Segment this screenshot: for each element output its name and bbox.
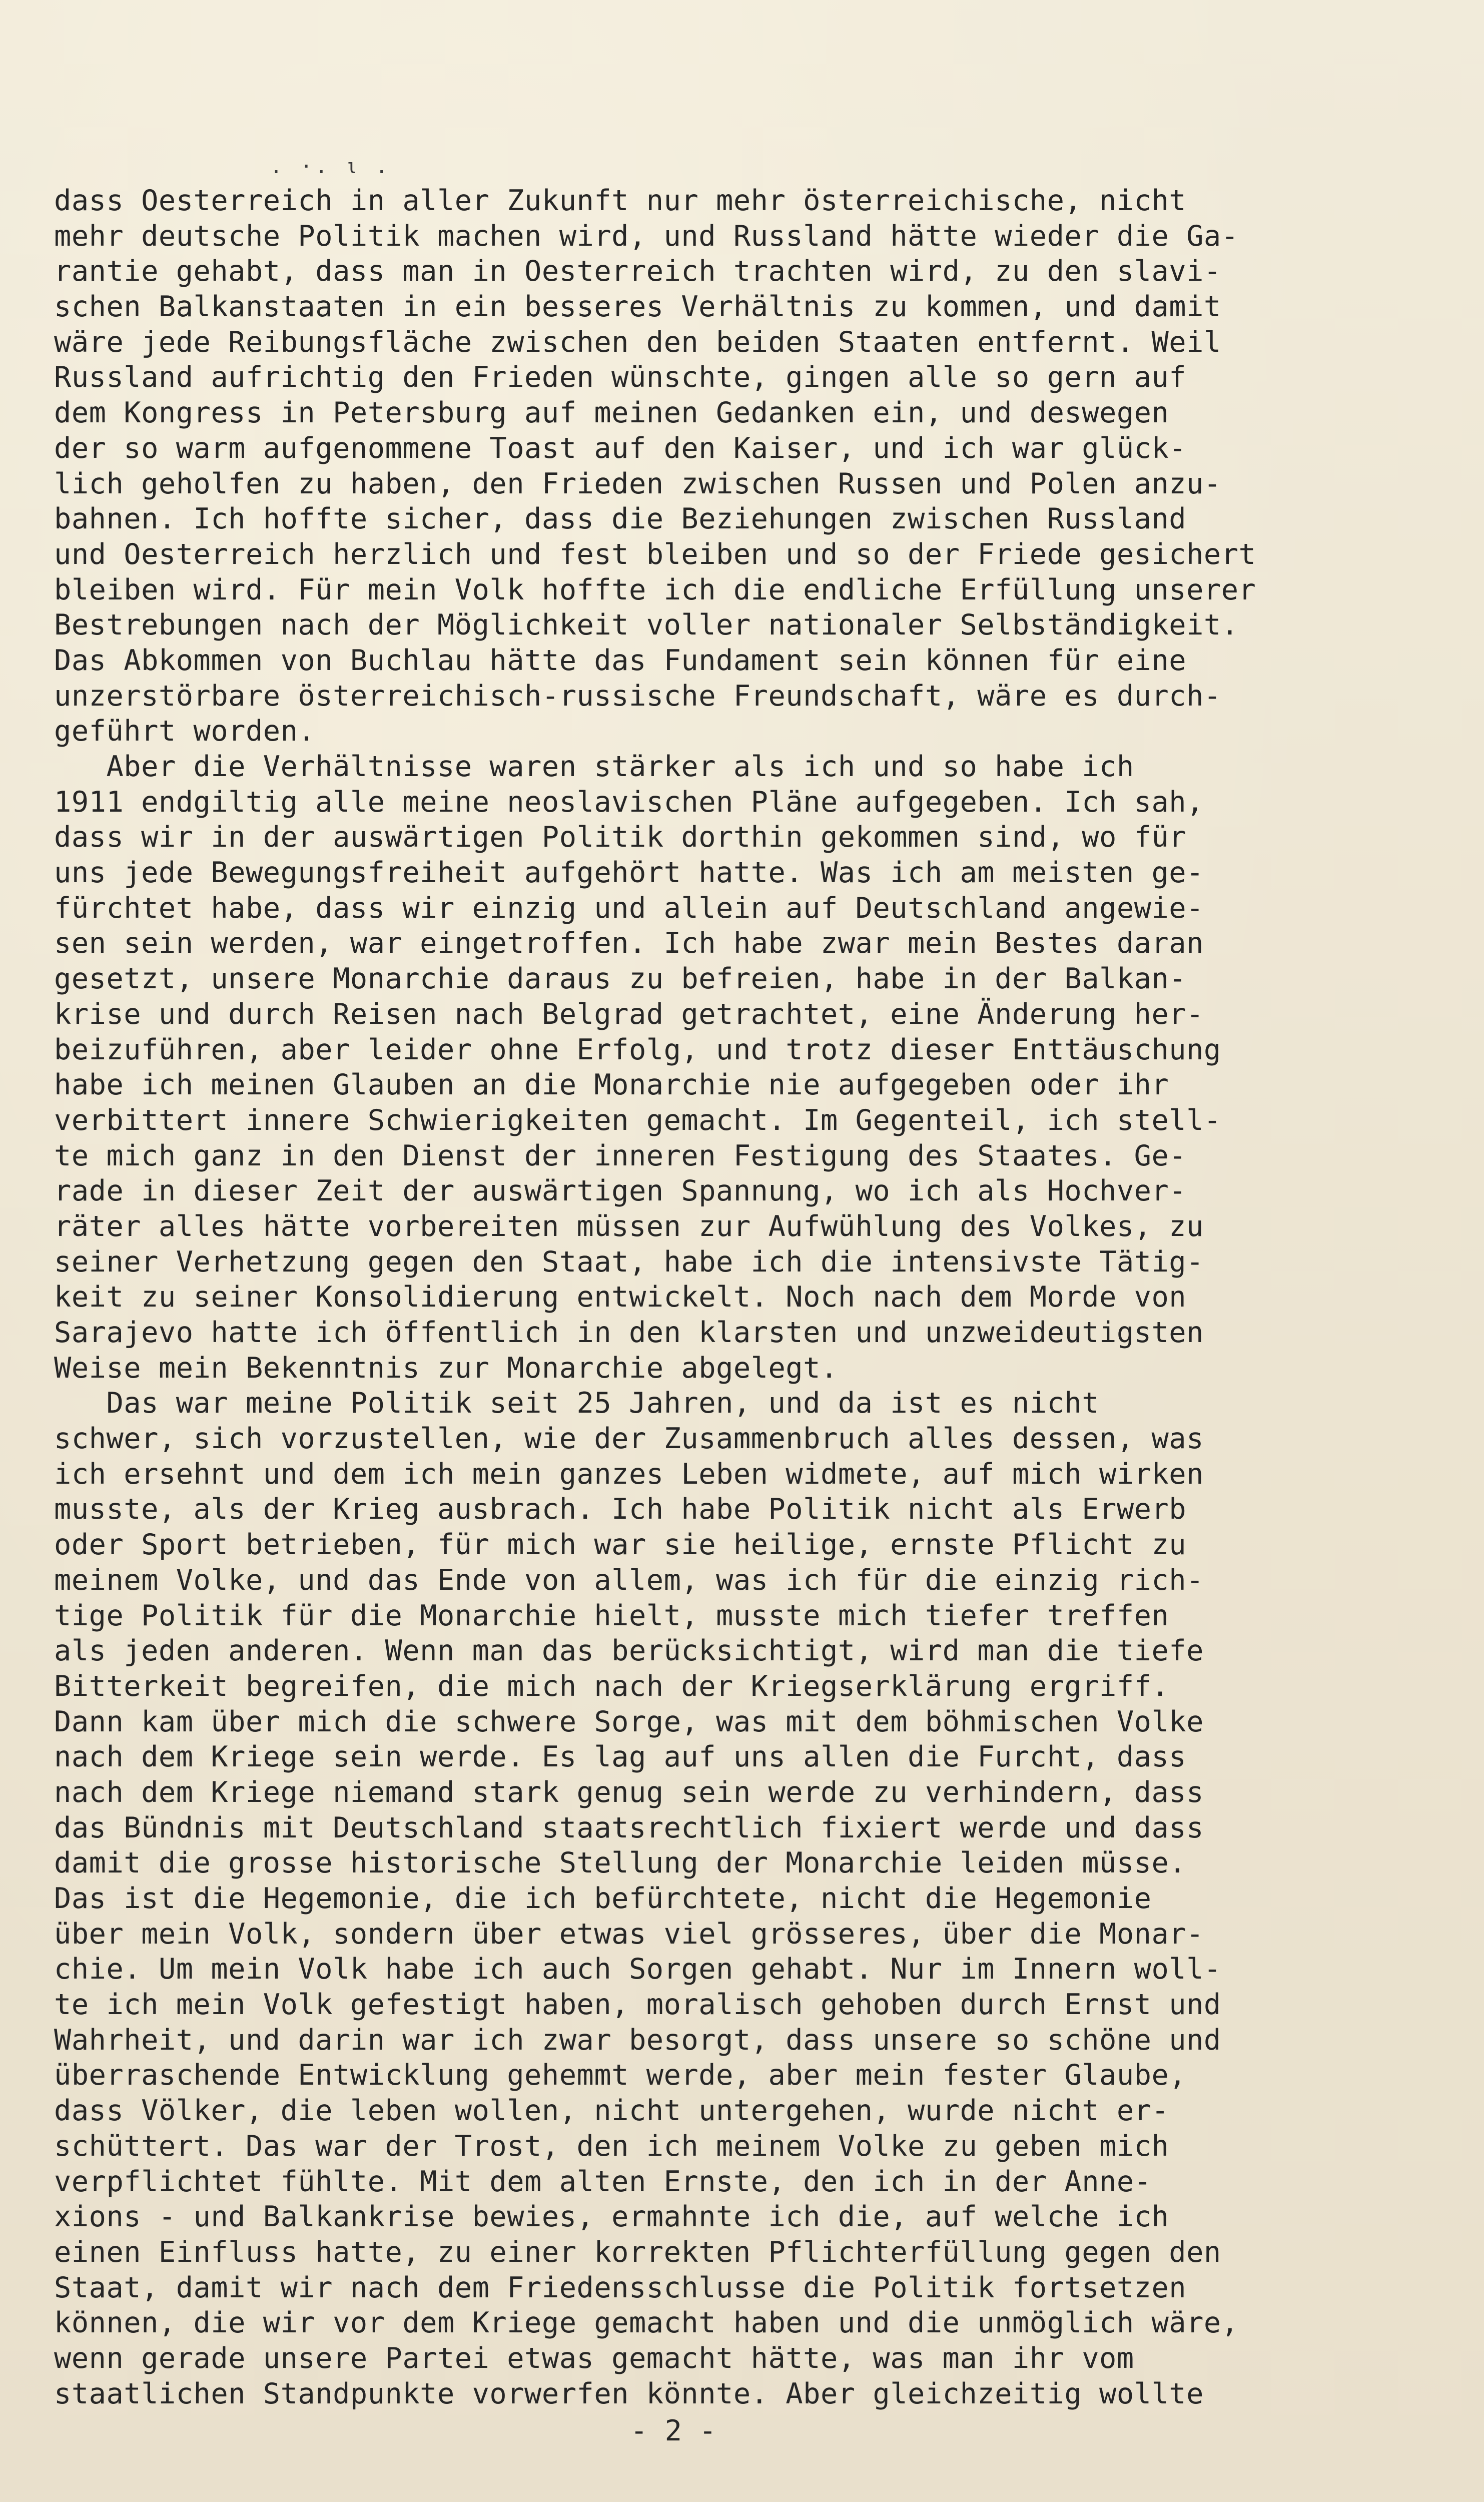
text-line: beizuführen, aber leider ohne Erfolg, und trotz dieser Enttäuschung xyxy=(54,1033,1221,1066)
text-line: räter alles hätte vorbereiten müssen zur Aufwühlung des Volkes, zu xyxy=(54,1209,1204,1243)
text-line: schwer, sich vorzustellen, wie der Zusammenbruch alles dessen, was xyxy=(54,1422,1204,1456)
text-line: überraschende Entwicklung gehemmt werde, aber mein fester Glaube, xyxy=(54,2059,1187,2092)
text-line: habe ich meinen Glauben an die Monarchie nie aufgegeben oder ihr xyxy=(54,1068,1169,1102)
text-line: uns jede Bewegungsfreiheit aufgehört hatte. Was ich am meisten ge- xyxy=(54,856,1204,890)
text-line: damit die grosse historische Stellung der Monarchie leiden müsse. xyxy=(54,1846,1187,1880)
text-line: Das ist die Hegemonie, die ich befürchtete, nicht die Hegemonie xyxy=(54,1882,1152,1915)
text-line: dem Kongress in Petersburg auf meinen Gedanken ein, und deswegen xyxy=(54,396,1169,430)
text-line: schüttert. Das war der Trost, den ich meinem Volke zu geben mich xyxy=(54,2129,1169,2163)
text-line: te ich mein Volk gefestigt haben, moralisch gehoben durch Ernst und xyxy=(54,1988,1221,2022)
text-line: der so warm aufgenommene Toast auf den Kaiser, und ich war glück- xyxy=(54,431,1187,465)
text-line: seiner Verhetzung gegen den Staat, habe ich die intensivste Tätig- xyxy=(54,1245,1204,1279)
text-line: nach dem Kriege niemand stark genug sein werde zu verhindern, dass xyxy=(54,1775,1204,1809)
text-line: als jeden anderen. Wenn man das berücksichtigt, wird man die tiefe xyxy=(54,1634,1204,1668)
top-marks: . ·. ι . xyxy=(270,155,391,178)
text-line: bleiben wird. Für mein Volk hoffte ich die endliche Erfüllung unserer xyxy=(54,573,1256,606)
text-line: meinem Volke, und das Ende von allem, was ich für die einzig rich- xyxy=(54,1563,1204,1597)
text-line: chie. Um mein Volk habe ich auch Sorgen gehabt. Nur im Innern woll- xyxy=(54,1953,1221,1986)
text-line: Das Abkommen von Buchlau hätte das Fundament sein können für eine xyxy=(54,644,1187,677)
text-line: ich ersehnt und dem ich mein ganzes Leben widmete, auf mich wirken xyxy=(54,1457,1204,1491)
text-line: Dann kam über mich die schwere Sorge, was mit dem böhmischen Volke xyxy=(54,1705,1204,1738)
text-line: 1911 endgiltig alle meine neoslavischen Pläne aufgegeben. Ich sah, xyxy=(54,785,1204,819)
text-line: nach dem Kriege sein werde. Es lag auf uns allen die Furcht, dass xyxy=(54,1740,1187,1774)
text-line: sen sein werden, war eingetroffen. Ich habe zwar mein Bestes daran xyxy=(54,927,1204,960)
text-line: unzerstörbare österreichisch-russische Freundschaft, wäre es durch- xyxy=(54,679,1221,713)
text-line: lich geholfen zu haben, den Frieden zwischen Russen und Polen anzu- xyxy=(54,467,1221,500)
text-line: Weise mein Bekenntnis zur Monarchie abgelegt. xyxy=(54,1351,838,1385)
text-line: Russland aufrichtig den Frieden wünschte, gingen alle so gern auf xyxy=(54,361,1187,394)
text-line: verpflichtet fühlte. Mit dem alten Ernste, den ich in der Anne- xyxy=(54,2165,1152,2198)
text-line: dass Oesterreich in aller Zukunft nur mehr österreichische, nicht xyxy=(54,184,1187,217)
text-line: bahnen. Ich hoffte sicher, dass die Beziehungen zwischen Russland xyxy=(54,502,1187,536)
text-line: oder Sport betrieben, für mich war sie heilige, ernste Pflicht zu xyxy=(54,1528,1187,1562)
text-line: keit zu seiner Konsolidierung entwickelt. Noch nach dem Morde von xyxy=(54,1281,1187,1314)
text-line: Aber die Verhältnisse waren stärker als ich und so habe ich xyxy=(54,750,1134,783)
text-line: staatlichen Standpunkte vorwerfen könnte. Aber gleichzeitig wollte xyxy=(54,2377,1204,2410)
text-line: Wahrheit, und darin war ich zwar besorgt, dass unsere so schöne und xyxy=(54,2023,1221,2057)
text-line: fürchtet habe, dass wir einzig und allein auf Deutschland angewie- xyxy=(54,891,1204,925)
text-line: Staat, damit wir nach dem Friedensschlusse die Politik fortsetzen xyxy=(54,2271,1187,2304)
text-line: rade in dieser Zeit der auswärtigen Spannung, wo ich als Hochver- xyxy=(54,1174,1187,1208)
page-number: - 2 - xyxy=(630,2414,716,2447)
body-text xyxy=(54,183,1470,2411)
text-line: das Bündnis mit Deutschland staatsrechtlich fixiert werde und dass xyxy=(54,1811,1204,1844)
text-line: wenn gerade unsere Partei etwas gemacht hätte, was man ihr vom xyxy=(54,2341,1134,2375)
text-line: und Oesterreich herzlich und fest bleiben und so der Friede gesichert xyxy=(54,537,1256,571)
text-line: dass Völker, die leben wollen, nicht untergehen, wurde nicht er- xyxy=(54,2094,1169,2128)
text-line: verbittert innere Schwierigkeiten gemacht. Im Gegenteil, ich stell- xyxy=(54,1103,1221,1137)
text-line: te mich ganz in den Dienst der inneren Festigung des Staates. Ge- xyxy=(54,1139,1187,1172)
text-line: Sarajevo hatte ich öffentlich in den klarsten und unzweideutigsten xyxy=(54,1316,1204,1349)
text-line: Bestrebungen nach der Möglichkeit voller nationaler Selbständigkeit. xyxy=(54,608,1239,642)
text-line: dass wir in der auswärtigen Politik dorthin gekommen sind, wo für xyxy=(54,821,1187,854)
text-line: musste, als der Krieg ausbrach. Ich habe Politik nicht als Erwerb xyxy=(54,1493,1187,1526)
text-line: gesetzt, unsere Monarchie daraus zu befreien, habe in der Balkan- xyxy=(54,962,1187,996)
text-line: Bitterkeit begreifen, die mich nach der Kriegserklärung ergriff. xyxy=(54,1669,1169,1703)
text-line: können, die wir vor dem Kriege gemacht haben und die unmöglich wäre, xyxy=(54,2306,1239,2340)
text-line: rantie gehabt, dass man in Oesterreich trachten wird, zu den slavi- xyxy=(54,255,1221,288)
text-line: Das war meine Politik seit 25 Jahren, und da ist es nicht xyxy=(54,1387,1100,1420)
text-line: geführt worden. xyxy=(54,715,316,748)
text-line: tige Politik für die Monarchie hielt, musste mich tiefer treffen xyxy=(54,1599,1169,1632)
text-line: über mein Volk, sondern über etwas viel grösseres, über die Monar- xyxy=(54,1917,1204,1951)
text-line: xions - und Balkankrise bewies, ermahnte ich die, auf welche ich xyxy=(54,2200,1169,2234)
text-line: mehr deutsche Politik machen wird, und Russland hätte wieder die Ga- xyxy=(54,219,1239,253)
text-line: krise und durch Reisen nach Belgrad getrachtet, eine Änderung her- xyxy=(54,997,1204,1031)
text-line: wäre jede Reibungsfläche zwischen den beiden Staaten entfernt. Weil xyxy=(54,325,1221,359)
text-line: schen Balkanstaaten in ein besseres Verhältnis zu kommen, und damit xyxy=(54,290,1221,324)
text-line: einen Einfluss hatte, zu einer korrekten Pflichterfüllung gegen den xyxy=(54,2235,1221,2269)
